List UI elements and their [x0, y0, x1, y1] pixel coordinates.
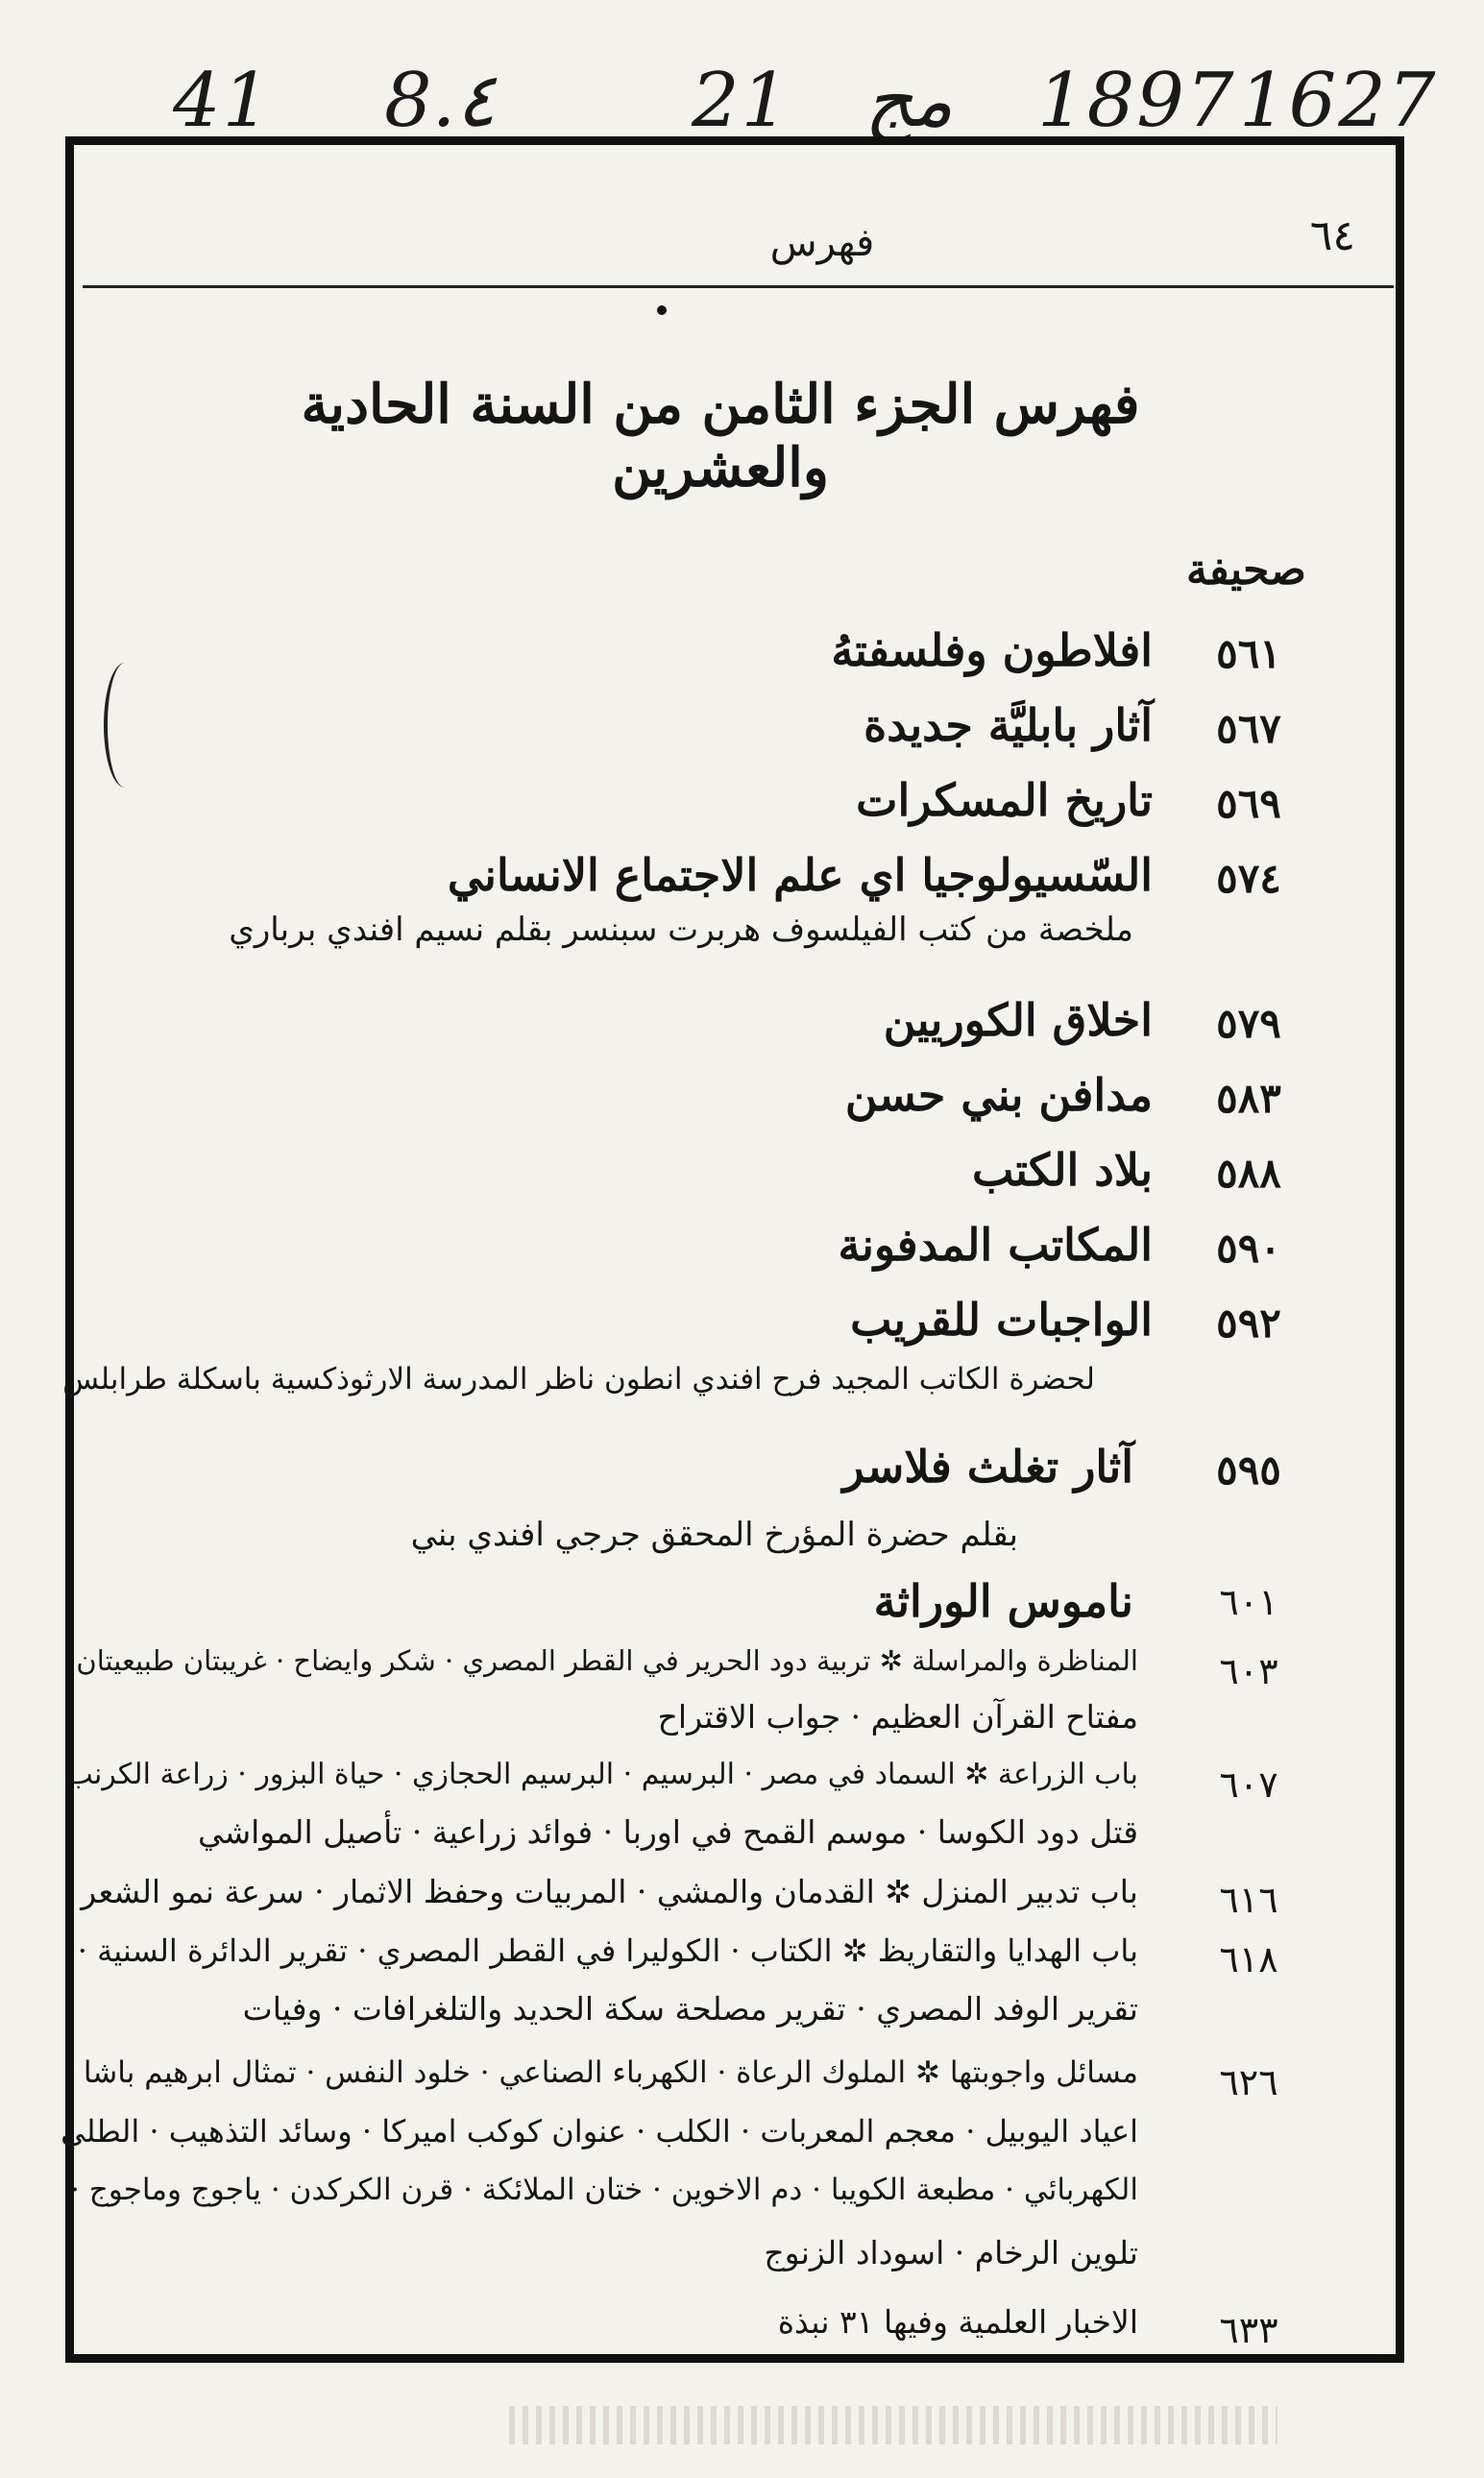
entry-page-number: ٦١٨: [1219, 1938, 1278, 1980]
entry-title: الكهربائي · مطبعة الكويبا · دم الاخوين · ختان الملائكة · قرن الكركدن · ياجوج وماجوج ·: [70, 2173, 1138, 2207]
entry-title: السّسيولوجيا اي علم الاجتماع الانساني: [447, 849, 1153, 901]
entry-page-number: ٦٠٧: [1219, 1763, 1278, 1806]
note-part: مج: [864, 58, 954, 144]
entry-title: بقلم حضرة المؤرخ المحقق جرجي افندي بني: [410, 1516, 1018, 1554]
entry-page-number: ٦٣٣: [1219, 2309, 1278, 2351]
note-part: 8.٤: [384, 58, 497, 144]
entry-title: مفتاح القرآن العظيم · جواب الاقتراح: [657, 1698, 1138, 1736]
entry-page-number: ٥٩٥: [1216, 1446, 1281, 1494]
entry-title: اخلاق الكوريين: [883, 994, 1153, 1046]
entry-title: تلوين الرخام · اسوداد الزنوج: [764, 2234, 1138, 2272]
running-title: فهرس: [769, 221, 875, 265]
entry-page-number: ٥٦٩: [1216, 780, 1281, 827]
note-part: 21: [692, 58, 791, 144]
entry-title: باب تدبير المنزل ✲ القدمان والمشي · المربيات وحفظ الاثمار · سرعة نمو الشعر: [81, 1873, 1138, 1910]
entry-page-number: ٥٩٢: [1216, 1300, 1281, 1347]
entry-title: المكاتب المدفونة: [838, 1219, 1153, 1271]
note-part: 1897: [1037, 58, 1236, 144]
entry-page-number: ٦١٦: [1219, 1879, 1278, 1921]
column-header-page: صحيفة: [1186, 546, 1306, 595]
entry-title: لحضرة الكاتب المجيد فرح افندي انطون ناظر المدرسة الارثوذكسية باسكلة طرابلس: [62, 1362, 1095, 1397]
entry-title: ملخصة من كتب الفيلسوف هربرت سبنسر بقلم نسيم افندي برباري: [229, 911, 1133, 949]
entry-page-number: ٦٠١: [1219, 1581, 1278, 1623]
entry-page-number: ٥٧٤: [1216, 855, 1281, 902]
page-number: ٦٤: [1309, 211, 1355, 260]
entry-title: الاخبار العلمية وفيها ٣١ نبذة: [777, 2303, 1138, 2341]
entry-title: قتل دود الكوسا · موسم القمح في اوربا · فوائد زراعية · تأصيل المواشي: [197, 1813, 1138, 1851]
entry-page-number: ٦٠٣: [1219, 1650, 1278, 1692]
entry-title: الواجبات للقريب: [850, 1294, 1153, 1346]
entry-page-number: ٥٨٣: [1216, 1075, 1281, 1122]
entry-page-number: ٥٧٩: [1216, 1000, 1281, 1047]
document-title: فهرس الجزء الثامن من السنة الحادية والعشرين: [301, 373, 1140, 499]
entry-page-number: ٦٢٦: [1219, 2061, 1278, 2103]
library-stamp: [509, 2406, 1277, 2444]
entry-page-number: ٥٩٠: [1216, 1225, 1281, 1272]
entry-page-number: ٥٦٧: [1216, 705, 1281, 752]
note-part: 1627: [1239, 58, 1438, 144]
note-part: 41: [173, 58, 273, 144]
entry-title: اعياد اليوبيل · معجم المعربات · الكلب · عنوان كوكب اميركا · وسائد التذهيب · الطلي: [61, 2113, 1138, 2150]
entry-title: مسائل واجوبتها ✲ الملوك الرعاة · الكهرباء الصناعي · خلود النفس · تمثال ابرهيم باشا ·: [64, 2055, 1138, 2090]
running-head: [83, 182, 1394, 288]
entry-title: ناموس الوراثة: [873, 1575, 1133, 1627]
entry-page-number: ٥٦١: [1216, 630, 1281, 677]
entry-title: باب الزراعة ✲ السماد في مصر · البرسيم · البرسيم الحجازي · حياة البزور · زراعة الكرنب: [65, 1758, 1138, 1791]
entry-title: تقرير الوفد المصري · تقرير مصلحة سكة الحديد والتلغرافات · وفيات: [242, 1990, 1138, 2028]
ornament-dot: [657, 305, 667, 315]
entry-title: باب الهدايا والتقاريظ ✲ الكتاب · الكوليرا في القطر المصري · تقرير الدائرة السنية ·: [77, 1932, 1138, 1969]
entry-page-number: ٥٨٨: [1216, 1150, 1281, 1197]
entry-title: افلاطون وفلسفتهُ: [831, 624, 1153, 676]
entry-title: المناظرة والمراسلة ✲ تربية دود الحرير في القطر المصري · شكر وايضاح · غريبتان طبيعيتان: [76, 1644, 1138, 1677]
entry-title: آثار تغلث فلاسر: [842, 1441, 1133, 1493]
entry-title: مدافن بني حسن: [844, 1069, 1153, 1121]
entry-title: بلاد الكتب: [972, 1144, 1153, 1196]
margin-pencil-mark: [104, 663, 146, 788]
entry-title: آثار بابليَّة جديدة: [864, 699, 1153, 751]
entry-title: تاريخ المسكرات: [856, 774, 1153, 826]
